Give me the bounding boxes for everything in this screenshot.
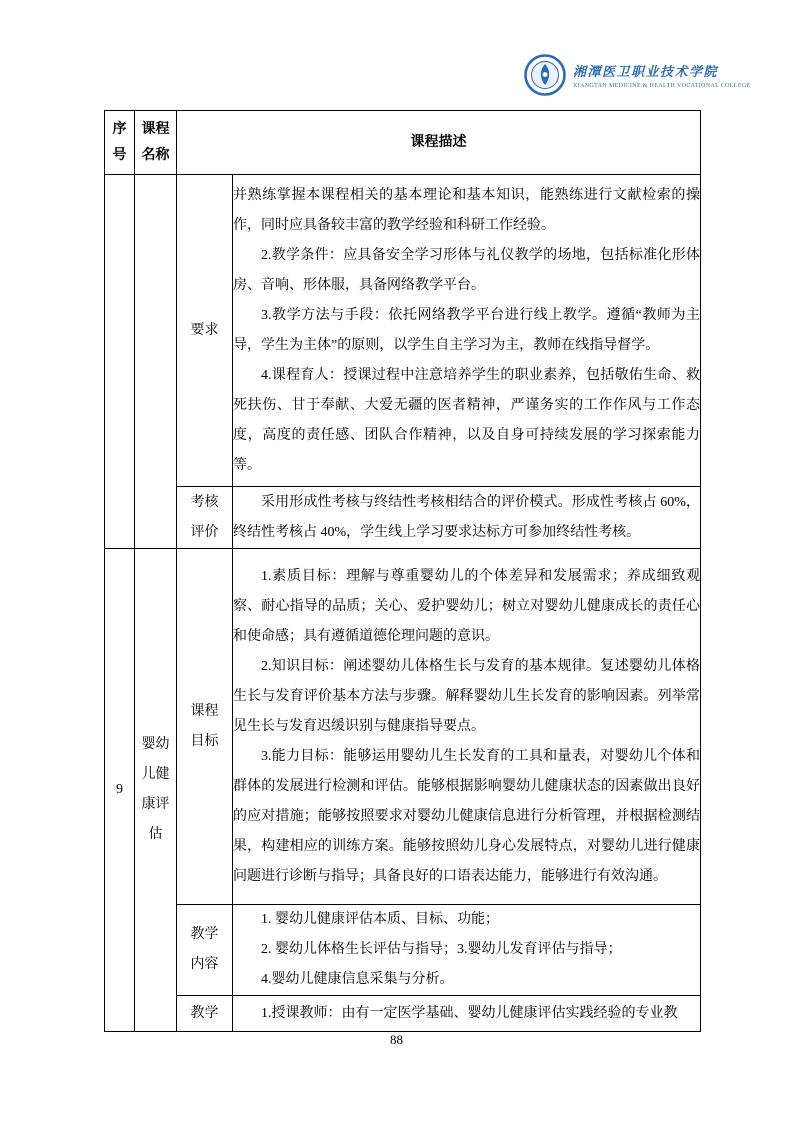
header-course-desc: 课程描述 [177, 111, 701, 175]
table-header-row [105, 111, 701, 175]
paragraph: 1.素质目标：理解与尊重婴幼儿的个体差异和发展需求；养成细致观察、耐心指导的品质；关心、爱护婴幼儿；树立对婴幼儿健康成长的责任心和使命感；具有遵循道德伦理问题的意识。 [233, 568, 700, 644]
paragraph: 2. 婴幼儿体格生长评估与指导；3.婴幼儿发育评估与指导； [261, 942, 622, 957]
paragraph: 3.教学方法与手段：依托网络教学平台进行线上教学。遵循“教师为主导，学生为主体”的原则，以学生自主学习为主，教师在线指导督学。 [233, 307, 700, 353]
seq-cell-empty [105, 175, 135, 549]
college-name-english: XIANGTAN MEDICINE & HEALTH VOCATIONAL COLLEGE [573, 83, 751, 89]
section-text-assessment [233, 487, 701, 549]
teaching-content-label: 教学内容 [190, 927, 219, 972]
college-name-block [573, 61, 751, 89]
paragraph: 并熟练掌握本课程相关的基本理论和基本知识，能熟练进行文献检索的操作，同时应具备较丰富的教学经验和科研工作经验。 [233, 187, 700, 233]
table-row-objectives [105, 549, 701, 905]
table-row-teaching [105, 996, 701, 1032]
header-course-name [135, 111, 177, 175]
course-description-table [104, 110, 701, 1032]
paragraph: 2.知识目标：阐述婴幼儿体格生长与发育的基本规律。复述婴幼儿体格生长与发育评价基本方法与步骤。解释婴幼儿生长发育的影响因素。列举常见生长与发育迟缓识别与健康指导要点。 [233, 658, 700, 734]
section-label-teaching [177, 996, 233, 1032]
section-text-requirements [233, 175, 701, 487]
college-seal-icon [524, 54, 566, 96]
section-text-teaching-content [233, 905, 701, 996]
section-label-assessment [177, 487, 233, 549]
table-row-teaching-content [105, 905, 701, 996]
section-label-teaching-content [177, 905, 233, 996]
course-name-cell-course9 [135, 549, 177, 1032]
teaching-label: 教学 [190, 1005, 219, 1021]
objectives-label: 课程目标 [190, 703, 219, 749]
page-number: 88 [390, 1032, 403, 1047]
header-seq-label: 序号 [112, 121, 127, 163]
paragraph: 2.教学条件：应具备安全学习形体与礼仪教学的场地，包括标准化形体房、音响、形体服，具备网络教学平台。 [233, 247, 700, 293]
paragraph: 1.授课教师：由有一定医学基础、婴幼儿健康评估实践经验的专业教 [261, 1005, 678, 1021]
paragraph: 4.婴幼儿健康信息采集与分析。 [261, 972, 454, 987]
header-course-name-label: 课程名称 [141, 121, 170, 163]
seq-cell-course9: 9 [105, 549, 135, 1032]
paragraph: 采用形成性考核与终结性考核相结合的评价模式。形成性考核占 60%，终结性考核占 40%，学生线上学习要求达标方可参加终结性考核。 [233, 494, 700, 540]
table-row-requirements [105, 175, 701, 487]
paragraph: 3.能力目标：能够运用婴幼儿生长发育的工具和量表，对婴幼儿个体和群体的发展进行检测和评估。能够根据影响婴幼儿健康状态的因素做出良好的应对措施；能够按照要求对婴幼儿健康信息进行分析管理，并根据检测结果，构建相应的训练方案。能够按照幼儿身心发展特点，对婴幼儿进行健康问题进行诊断与指导；具备良好的口语表达能力，能够进行有效沟通。 [233, 748, 700, 884]
college-name-chinese: 湘潭医卫职业技术学院 [573, 64, 719, 79]
course-name-cell-empty [135, 175, 177, 549]
table-row-assessment [105, 487, 701, 549]
section-text-objectives [233, 549, 701, 905]
section-label-requirements [177, 175, 233, 487]
paragraph: 1. 婴幼儿健康评估本质、目标、功能； [261, 912, 499, 927]
paragraph: 4.课程育人：授课过程中注意培养学生的职业素养，包括敬佑生命、救死扶伤、甘于奉献、大爱无疆的医者精神，严谨务实的工作作风与工作态度，高度的责任感、团队合作精神，以及自身可持续发展的学习探索能力等。 [233, 367, 700, 473]
section-text-teaching [233, 996, 701, 1032]
requirements-label: 要求 [190, 322, 219, 338]
section-label-objectives [177, 549, 233, 905]
header-seq [105, 111, 135, 175]
college-logo [524, 54, 751, 96]
course9-name: 婴幼儿健康评估 [141, 737, 170, 842]
assessment-label: 考核评价 [190, 494, 219, 540]
